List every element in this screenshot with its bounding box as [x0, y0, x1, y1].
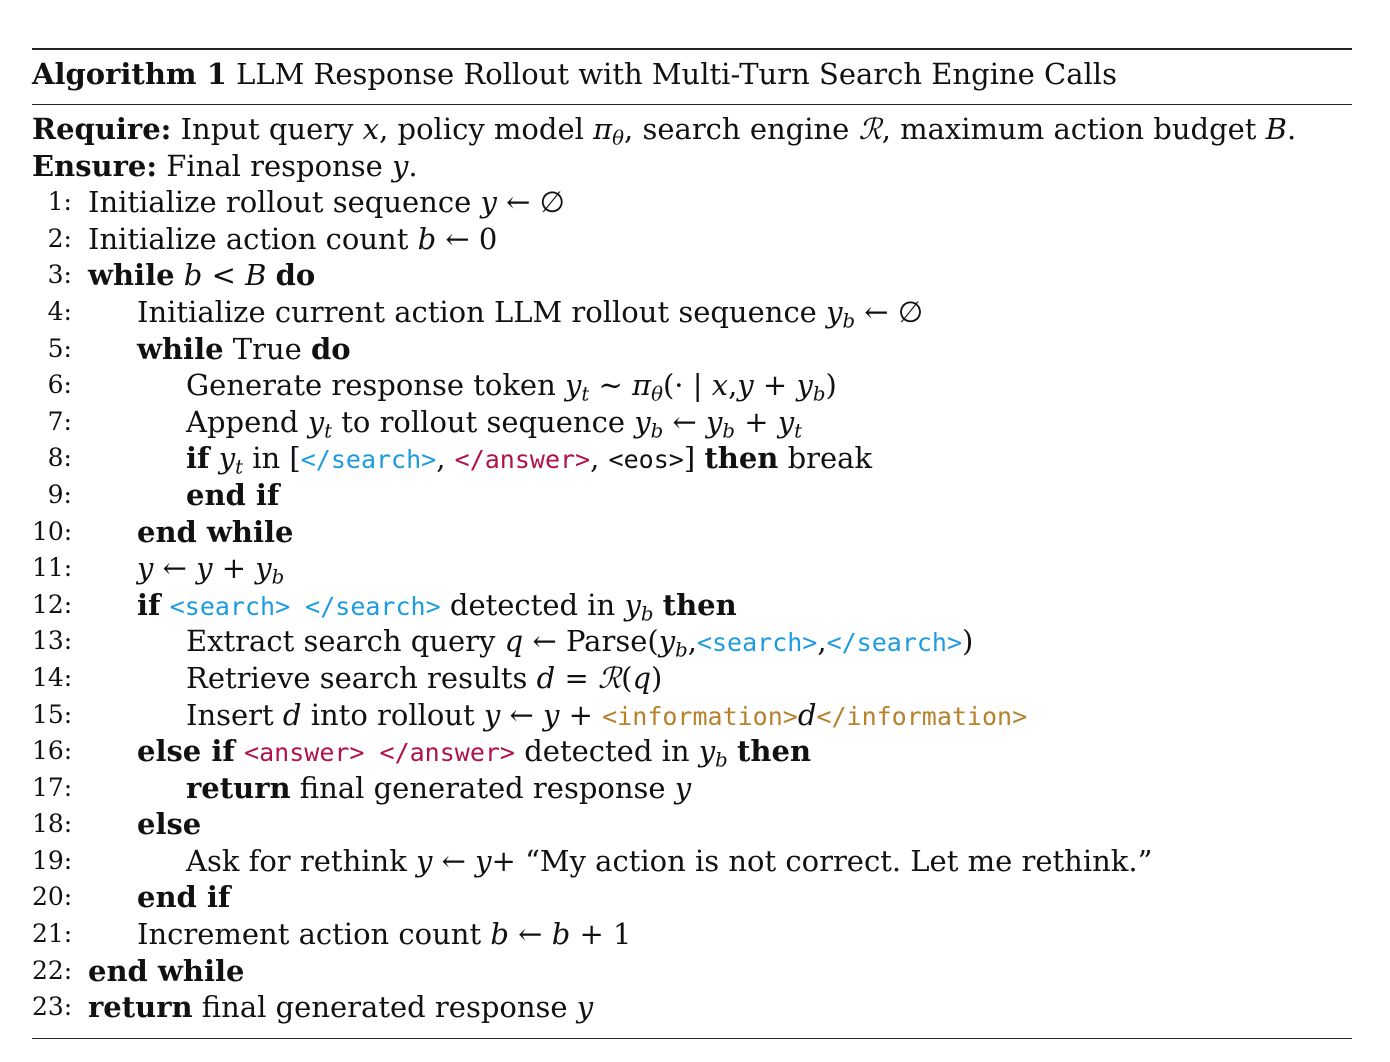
- line-text: to rollout sequence: [341, 404, 625, 439]
- eos-tag: <eos>: [608, 445, 684, 475]
- math-op: =: [564, 660, 589, 695]
- keyword: while: [137, 331, 224, 366]
- search-tags: <search> </search>: [169, 591, 441, 621]
- algo-line-5: [32, 331, 1352, 368]
- line-text: Increment action count: [137, 917, 482, 952]
- line-text: ,: [590, 441, 600, 476]
- math-op: ∼: [598, 368, 623, 403]
- math-var: π: [593, 112, 613, 146]
- line-number: 5:: [47, 333, 72, 363]
- answer-close-tag: </answer>: [454, 445, 591, 475]
- line-number: 13:: [32, 626, 73, 656]
- algo-line-21: [32, 916, 1352, 953]
- math-op: ): [825, 368, 837, 403]
- math-var: b: [417, 221, 437, 256]
- algo-line-20: [32, 879, 1352, 916]
- algo-line-11: [32, 550, 1352, 587]
- line-number: 19:: [32, 845, 73, 875]
- algo-line-22: [32, 953, 1352, 990]
- require-text: , maximum action budget: [881, 112, 1257, 146]
- line-number: 23:: [32, 992, 73, 1022]
- ensure-label: Ensure:: [32, 148, 158, 183]
- math-sub: t: [235, 455, 244, 479]
- math-op: +: [491, 843, 516, 878]
- algo-line-15: [32, 697, 1352, 734]
- algo-line-6: [32, 367, 1352, 404]
- algo-line-1: [32, 184, 1352, 221]
- math-var: y: [674, 770, 692, 805]
- answer-tags: <answer> </answer>: [244, 738, 515, 768]
- bottom-rule: [32, 1038, 1352, 1039]
- math-op: ← ∅: [864, 294, 924, 329]
- keyword: return: [186, 770, 291, 805]
- math-sub: t: [794, 419, 803, 443]
- math-sub: b: [271, 565, 285, 589]
- math-var: y: [624, 587, 641, 622]
- math-op: +: [568, 697, 593, 732]
- line-text: in [: [252, 441, 301, 476]
- line-text: ← Parse(: [532, 624, 659, 659]
- algo-line-8: [32, 440, 1352, 477]
- math-var: x: [711, 368, 729, 403]
- algo-line-7: [32, 404, 1352, 441]
- keyword: end while: [137, 514, 294, 549]
- line-text: into rollout: [310, 697, 475, 732]
- line-number: 4:: [47, 296, 72, 326]
- math-op: (: [621, 660, 633, 695]
- algorithm-title-text: LLM Response Rollout with Multi-Turn Search Engine Calls: [236, 57, 1117, 91]
- line-text: Ask for rethink: [186, 843, 407, 878]
- math-sub: b: [675, 638, 688, 662]
- line-number: 7:: [47, 406, 72, 436]
- math-var: y: [137, 551, 154, 586]
- math-op: ← 0: [445, 221, 498, 256]
- algo-line-16: [32, 733, 1352, 770]
- line-text: detected in: [524, 734, 690, 769]
- algorithm-title: [32, 50, 1352, 96]
- math-op: +: [762, 368, 788, 403]
- line-number: 18:: [32, 809, 73, 839]
- algo-line-13: [32, 623, 1352, 660]
- line-text: ): [962, 624, 974, 659]
- line-text: Generate response token: [186, 368, 556, 403]
- keyword: if: [186, 441, 210, 476]
- math-sub: θ: [651, 382, 663, 406]
- algorithm-body: [32, 105, 1352, 1026]
- math-var: q: [504, 624, 524, 659]
- line-number: 15:: [32, 699, 73, 729]
- line-number: 3:: [47, 260, 72, 290]
- keyword: do: [275, 258, 316, 293]
- line-text: Retrieve search results: [186, 660, 528, 695]
- keyword: end if: [186, 477, 280, 512]
- math-op: <: [211, 258, 236, 293]
- search-close-tag: </search>: [300, 445, 437, 475]
- algo-line-9: [32, 477, 1352, 514]
- ensure-text: Final response: [166, 148, 383, 183]
- keyword: else: [137, 807, 202, 842]
- math-op: ←: [162, 551, 187, 586]
- math-var: y: [634, 404, 651, 439]
- ensure-text: .: [408, 148, 418, 183]
- math-op: ← ∅: [506, 185, 565, 220]
- line-number: 21:: [32, 919, 73, 949]
- math-sub: b: [842, 309, 856, 333]
- algo-line-14: [32, 660, 1352, 697]
- require-text: Input query: [180, 112, 354, 146]
- line-number: 14:: [32, 662, 73, 692]
- keyword: if: [137, 587, 161, 622]
- math-var: y: [475, 843, 492, 878]
- line-number: 20:: [32, 882, 73, 912]
- math-op: (· |: [662, 368, 703, 403]
- keyword: then: [737, 734, 812, 769]
- math-var: y: [698, 734, 716, 769]
- line-number: 1:: [47, 187, 72, 217]
- math-var: B: [245, 258, 267, 293]
- line-text: Extract search query: [186, 624, 496, 659]
- keyword: while: [88, 258, 175, 293]
- math-op: +: [744, 404, 769, 439]
- math-op: ←: [441, 843, 466, 878]
- math-var: d: [536, 660, 556, 695]
- math-op: ←: [509, 697, 534, 732]
- algo-line-10: [32, 514, 1352, 551]
- require-text: .: [1286, 112, 1297, 146]
- line-number: 11:: [32, 553, 73, 583]
- math-var: y: [480, 185, 497, 220]
- math-var: y: [826, 294, 843, 329]
- math-op: + 1: [579, 917, 632, 952]
- algorithm-block: [32, 48, 1352, 1039]
- rethink-message: “My action is not correct. Let me rethink.”: [525, 843, 1153, 878]
- algo-line-23: [32, 989, 1352, 1026]
- line-text: ,: [687, 624, 697, 659]
- math-sub: b: [715, 748, 728, 772]
- line-number: 22:: [32, 955, 73, 985]
- keyword: then: [704, 441, 779, 476]
- math-var: y: [576, 990, 594, 1025]
- search-open-tag: <search>: [696, 628, 818, 658]
- line-number: 9:: [47, 479, 72, 509]
- line-text: Initialize rollout sequence: [88, 185, 472, 220]
- math-var: y: [564, 368, 582, 403]
- line-number: 6:: [47, 370, 72, 400]
- math-var: b: [551, 917, 571, 952]
- math-op: ,: [728, 368, 738, 403]
- math-var: π: [632, 368, 652, 403]
- math-var: y: [255, 551, 272, 586]
- math-var: B: [1265, 112, 1287, 146]
- information-open-tag: <information>: [602, 701, 798, 731]
- math-sub: b: [640, 602, 654, 626]
- line-text: ]: [683, 441, 696, 476]
- keyword: do: [311, 331, 351, 366]
- require-text: , policy model: [379, 112, 584, 146]
- math-var: y: [543, 697, 560, 732]
- line-text: final generated response: [299, 770, 666, 805]
- math-var: y: [416, 843, 433, 878]
- line-text: Insert: [186, 697, 274, 732]
- line-text: Initialize current action LLM rollout sequence: [137, 294, 817, 329]
- math-var: ℛ: [598, 660, 622, 695]
- math-var: d: [282, 697, 302, 732]
- math-sub: b: [650, 419, 664, 443]
- require-label: Require:: [32, 112, 172, 146]
- math-op: ): [651, 660, 663, 695]
- math-var: y: [796, 368, 813, 403]
- line-text: True: [232, 331, 302, 366]
- line-text: detected in: [449, 587, 616, 622]
- keyword: then: [662, 587, 737, 622]
- math-op: ←: [518, 917, 543, 952]
- line-text: Append: [186, 404, 299, 439]
- math-var: b: [490, 917, 509, 952]
- math-var: y: [392, 148, 409, 183]
- require-line: [32, 111, 1352, 148]
- line-number: 10:: [32, 516, 73, 546]
- algo-line-3: [32, 257, 1352, 294]
- math-op: ←: [672, 404, 697, 439]
- math-var: y: [705, 404, 723, 439]
- ensure-line: [32, 148, 1352, 185]
- math-var: y: [737, 368, 754, 403]
- algo-line-18: [32, 806, 1352, 843]
- math-var: ℛ: [858, 112, 882, 146]
- math-sub: t: [324, 419, 333, 443]
- math-var: y: [658, 624, 676, 659]
- math-var: y: [218, 441, 236, 476]
- line-number: 17:: [32, 772, 73, 802]
- line-number: 8:: [47, 443, 72, 473]
- math-sub: b: [722, 419, 735, 443]
- line-text: final generated response: [201, 990, 568, 1025]
- algorithm-label: Algorithm 1: [32, 57, 227, 91]
- math-var: y: [307, 404, 325, 439]
- line-text: ,: [436, 441, 446, 476]
- keyword: end while: [88, 953, 245, 988]
- algo-line-12: [32, 587, 1352, 624]
- algo-line-2: [32, 221, 1352, 258]
- keyword: else if: [137, 734, 235, 769]
- math-var: b: [183, 258, 203, 293]
- math-var: y: [777, 404, 795, 439]
- math-sub: θ: [612, 126, 625, 150]
- information-close-tag: </information>: [816, 701, 1028, 731]
- math-var: d: [797, 697, 817, 732]
- algo-line-19: [32, 843, 1352, 880]
- search-close-tag: </search>: [826, 628, 963, 658]
- math-var: y: [483, 697, 501, 732]
- line-number: 2:: [47, 223, 72, 253]
- math-var: x: [362, 112, 380, 146]
- line-number: 12:: [32, 589, 73, 619]
- math-sub: b: [812, 382, 826, 406]
- algo-line-17: [32, 770, 1352, 807]
- line-text: Initialize action count: [88, 221, 409, 256]
- math-var: y: [196, 551, 213, 586]
- line-text: break: [787, 441, 873, 476]
- keyword: end if: [137, 880, 231, 915]
- keyword: return: [88, 990, 193, 1025]
- math-sub: t: [581, 382, 590, 406]
- line-number: 16:: [32, 736, 73, 766]
- line-text: ,: [817, 624, 827, 659]
- math-var: q: [632, 660, 652, 695]
- require-text: , search engine: [624, 112, 850, 146]
- algo-line-4: [32, 294, 1352, 331]
- math-op: +: [221, 551, 247, 586]
